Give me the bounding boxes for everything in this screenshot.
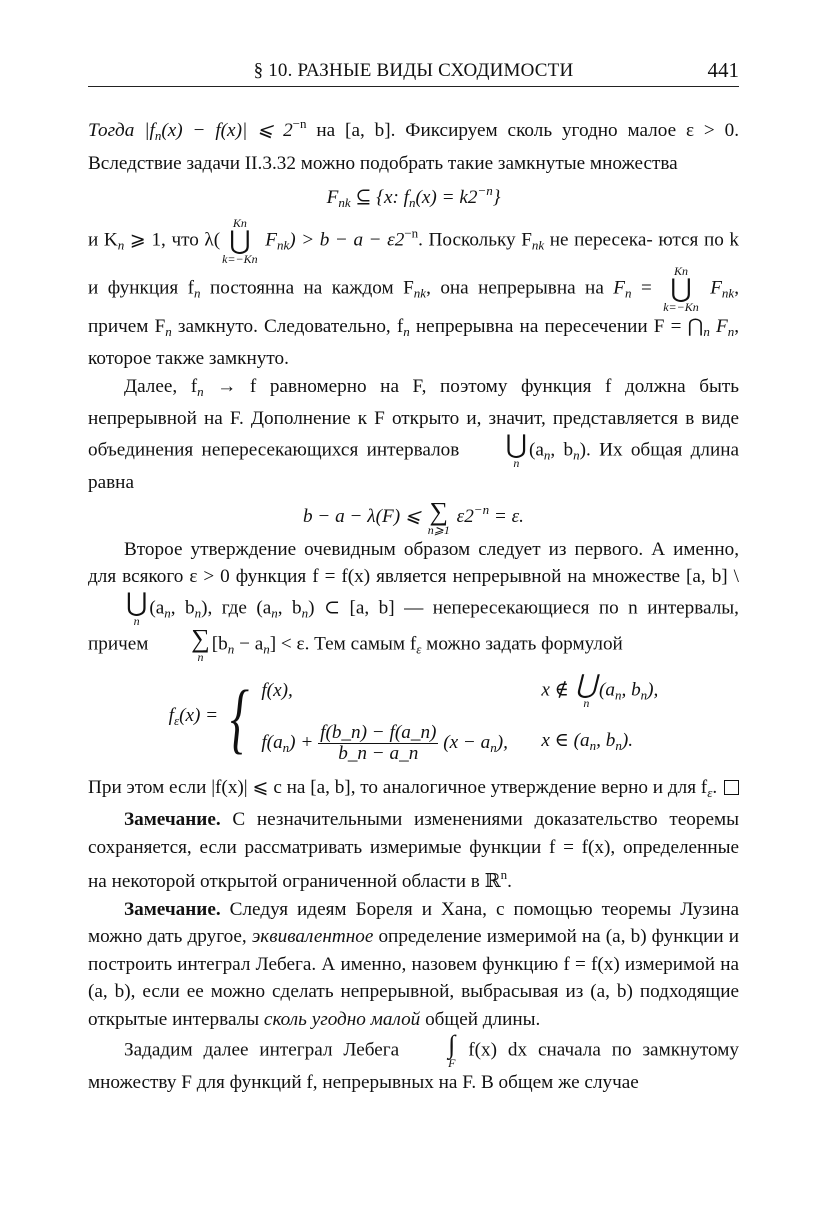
- union-operator: Kn ⋃ k=−Kn: [663, 263, 699, 314]
- union-operator: Kn ⋃ k=−Kn: [222, 215, 258, 266]
- sum-operator: ∑ n: [191, 623, 210, 664]
- case-2-condition: x ∈ ($a_n$, $b_n$).: [541, 729, 634, 753]
- display-equation-2: b − a − λ(F) ⩽ ∑ n⩾1 $\varepsilon 2^{-n} = \varepsilon$.: [303, 496, 524, 537]
- union-operator: ⋃ n: [505, 429, 527, 470]
- case-2-expr: $f(a_n)$ + $\frac{f(b\_n) - f(a\_n)}{b\_n - a\_n}$ $(x - a_n)$,: [261, 721, 508, 764]
- remark-1: Замечание. С незначительными изменениями доказательство теоремы сохраняется, если рассматривать измеримые функции f = f(x), определенные на некоторой открытой ограниченной области в ℝ$^n$.: [88, 809, 739, 893]
- qed-box-icon: [724, 780, 739, 795]
- sum-operator: ∑ n⩾1: [427, 496, 450, 537]
- piecewise-formula: $f_\varepsilon(x)$ = { f(x), x ∉ ⋃ n ($a_n$, $b_n$), $f(a_n)$ + $\frac{f(b\_n) - f(a\_n)}{b\_n - a\_n}$ $(x - a_n)$, x ∈ ($a_n$, $b_n$).: [168, 669, 659, 764]
- case-1-condition: x ∉ ⋃ n ($a_n$, $b_n$),: [541, 669, 659, 710]
- remark-2: Замечание. Следуя идеям Бореля и Хана, с помощью теоремы Лузина можно дать другое, эквивалентное определение измеримой на (a, b) функции и построить интеграл Лебега. А именно, назовем функцию f = f(x) измеримой на (a, b), если ее можно сделать непрерывной, выбрасывая из (a, b) подходящие открытые интервалы сколь угодно малой общей длины.: [88, 898, 739, 1030]
- header-rule: [88, 86, 739, 87]
- paragraph-4: Второе утверждение очевидным образом следует из первого. А именно, для всякого ε > 0 функция f = f(x) является непрерывной на множестве [a, b] \ ⋃ n ($a_n$, $b_n$), где ($a_n$, $b_n$) ⊂ [a, b] — непересекающиеся по n интервалы, причем ∑ n $[b_n - a_n] < \varepsilon$. Тем самым $f_\varepsilon$ можно задать формулой: [88, 538, 739, 664]
- integral-operator: ∫ F: [448, 1030, 456, 1071]
- case-1-expr: f(x),: [261, 679, 293, 701]
- page-body: [88, 110, 739, 1097]
- running-header: [88, 58, 739, 88]
- paragraph-3: Далее, $f_n \to f$ равномерно на F, поэтому функция f должна быть непрерывной на F. Дополнение к F открыто и, значит, представляется в виде объединения непересекающихся интервалов ⋃ n ($a_n$, $b_n$). Их общая длина равна: [88, 375, 740, 493]
- display-equation-1: $F_{nk}$ ⊆ {x: $f_n(x) = k2^{-n}$}: [326, 183, 501, 210]
- page-number: 441: [707, 58, 739, 82]
- header-title: § 10. РАЗНЫЕ ВИДЫ СХОДИМОСТИ: [253, 60, 574, 81]
- left-brace: {: [230, 674, 250, 762]
- paragraph-1: Тогда $|f_n(x) - f(x)|$ ⩽ $2^{-n}$ на [a, b]. Фиксируем сколь угодно малое ε > 0. Вследствие задачи II.3.32 можно подобрать такие замкнутые множества: [88, 116, 739, 174]
- union-operator: ⋃ n: [126, 587, 148, 628]
- paragraph-6: Зададим далее интеграл Лебега ∫ F f(x) dx сначала по замкнутому множеству F для функций f, непрерывных на F. В общем же случае: [88, 1030, 740, 1094]
- paragraph-5: При этом если |f(x)| ⩽ c на [a, b], то аналогичное утверждение верно и для $f_\varepsilon$.: [88, 774, 739, 807]
- paragraph-2: и $K_n$ ⩾ 1, что λ( Kn ⋃ k=−Kn $F_{nk}) > b - a - \varepsilon 2^{-n}$. Поскольку $F_{nk}$ не пересека- ются по k и функция $f_n$ постоянна на каждом $F_{nk}$, она непрерывна на $F_n$ = Kn ⋃ k=−Kn $F_{nk}$, причем $F_n$ замкнуто. Следовательно, $f_n$ непрерывна на пересечении $F = ⋂_n$ $F_n$, которое также замкнуто.: [88, 215, 740, 369]
